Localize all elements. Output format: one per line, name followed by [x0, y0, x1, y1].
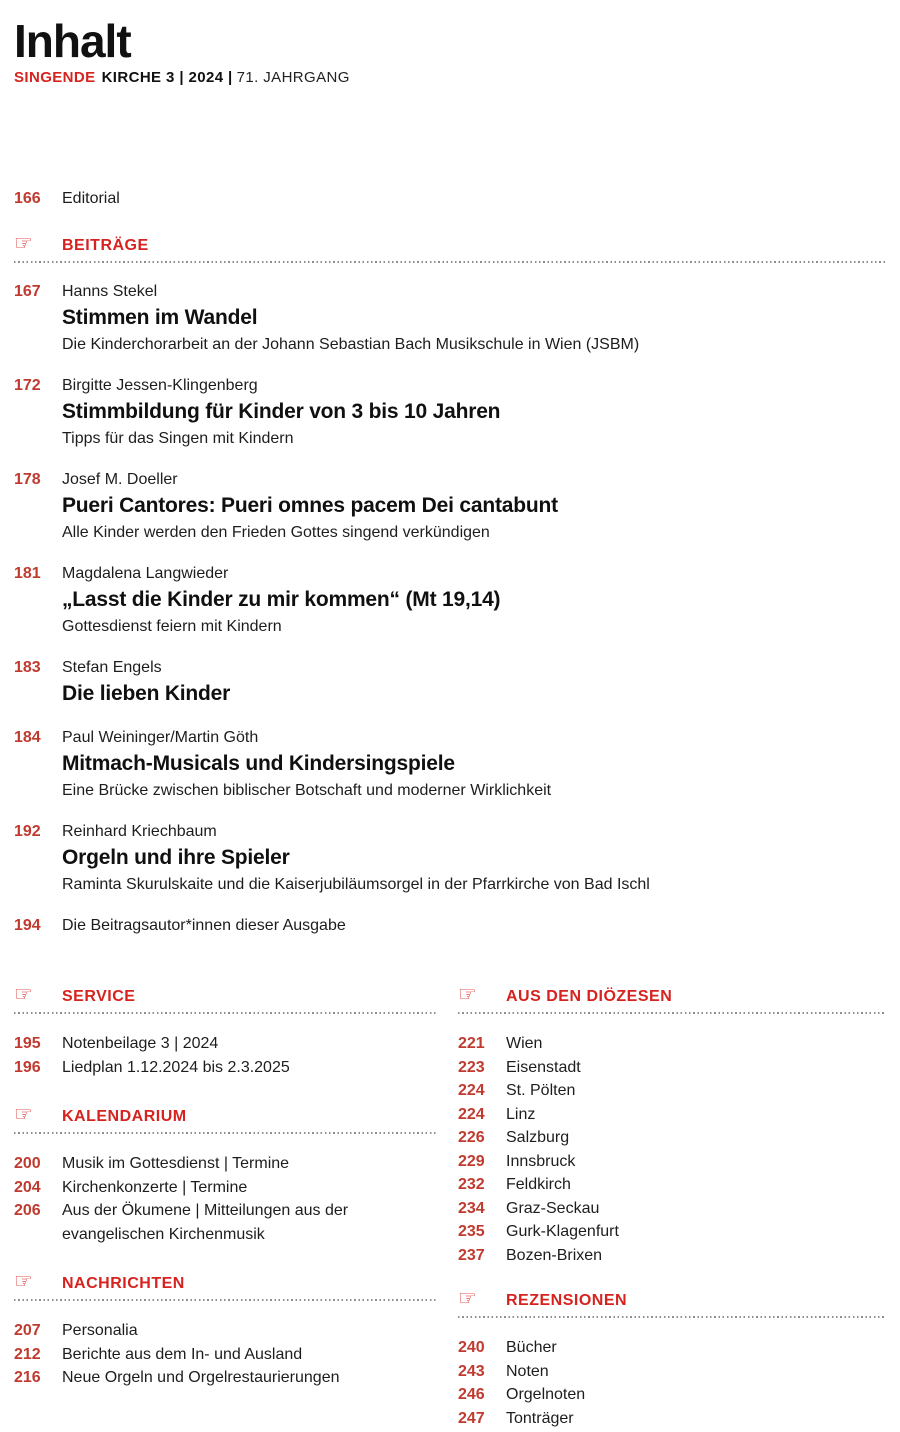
entry-title: Noten — [506, 1362, 549, 1380]
toc-entry — [14, 1319, 437, 1343]
page-number: 237 — [458, 1246, 485, 1264]
dotted-divider — [14, 1299, 437, 1301]
entry-title: Feldkirch — [506, 1176, 571, 1193]
magazine-volume: 71. JAHRGANG — [236, 69, 350, 86]
page-number: 229 — [458, 1152, 485, 1170]
article-author: Magdalena Langwieder — [62, 565, 229, 582]
entry-title: Tonträger — [506, 1409, 574, 1427]
section-heading: AUS DEN DIÖZESEN — [506, 988, 673, 1005]
manicule-icon: ☞ — [458, 982, 477, 1006]
article-subtitle: Alle Kinder werden den Frieden Gottes singend verkündigen — [62, 524, 490, 541]
page-number: 221 — [458, 1035, 485, 1052]
article-subtitle: Die Kinderchorarbeit an der Johann Sebastian Bach Musikschule in Wien (JSBM) — [62, 336, 640, 353]
page-number: 224 — [458, 1105, 485, 1123]
toc-article — [14, 281, 886, 357]
toc-entry — [458, 1244, 886, 1268]
toc-entry — [458, 1056, 886, 1080]
page-number: 183 — [14, 659, 41, 676]
rezensionen-items — [458, 1336, 886, 1430]
section-header-dioezesen — [458, 983, 886, 1008]
dotted-divider — [14, 261, 886, 263]
dioezesen-items — [458, 1032, 886, 1267]
toc-entry — [458, 1032, 886, 1056]
toc-article — [14, 821, 886, 897]
section-header-kalendarium — [14, 1103, 437, 1128]
article-title: Mitmach-Musicals und Kindersingspiele — [62, 752, 455, 775]
page-number: 166 — [14, 190, 41, 207]
entry-title: Bozen-Brixen — [506, 1246, 603, 1264]
article-body — [62, 727, 886, 803]
toc-article — [14, 727, 886, 803]
page-number: 195 — [14, 1035, 41, 1052]
page-number: 194 — [14, 917, 41, 934]
entry-title: Musik im Gottesdienst | Termine — [62, 1155, 290, 1172]
page-number: 207 — [14, 1322, 41, 1339]
entry-title: Kirchenkonzerte | Termine — [62, 1178, 248, 1196]
toc-entry — [14, 1199, 437, 1246]
entry-title: Berichte aus dem In- und Ausland — [62, 1345, 303, 1363]
article-body — [62, 281, 886, 357]
page-number: 247 — [458, 1409, 485, 1427]
entry-title: Wien — [506, 1035, 543, 1052]
toc-entry — [458, 1126, 886, 1150]
article-title: „Lasst die Kinder zu mir kommen“ (Mt 19,14) — [62, 588, 501, 611]
page-number: 243 — [458, 1362, 485, 1380]
article-title: Stimmen im Wandel — [62, 306, 258, 329]
entry-title: St. Pölten — [506, 1082, 576, 1099]
dotted-divider — [14, 1012, 437, 1014]
entry-title: Personalia — [62, 1322, 138, 1339]
entry-title: Linz — [506, 1105, 536, 1123]
entry-title: Liedplan 1.12.2024 bis 2.3.2025 — [62, 1058, 290, 1076]
entry-title: Gurk-Klagenfurt — [506, 1223, 619, 1240]
column-gap — [437, 983, 458, 1430]
page-number: 196 — [14, 1058, 41, 1076]
toc-article — [14, 657, 886, 709]
entry-title: Bücher — [506, 1339, 557, 1356]
magazine-brand: SINGENDE — [14, 69, 96, 86]
page-number: 206 — [14, 1202, 41, 1219]
article-body — [62, 657, 886, 709]
article-author: Paul Weininger/Martin Göth — [62, 729, 259, 746]
manicule-icon: ☞ — [14, 982, 33, 1006]
entry-title: Neue Orgeln und Orgelrestaurierungen — [62, 1369, 340, 1386]
nachrichten-items — [14, 1319, 437, 1390]
page-number: 232 — [458, 1176, 485, 1193]
section-heading: BEITRÄGE — [62, 237, 149, 254]
toc-entry — [458, 1336, 886, 1360]
dotted-divider — [458, 1316, 886, 1318]
toc-article — [14, 563, 886, 639]
dotted-divider — [458, 1012, 886, 1014]
entry-title: Editorial — [62, 190, 120, 207]
manicule-icon: ☞ — [14, 1102, 33, 1126]
article-author: Josef M. Doeller — [62, 471, 178, 488]
magazine-subtitle — [14, 68, 886, 88]
article-body — [62, 563, 886, 639]
page-number: 226 — [458, 1129, 485, 1146]
magazine-issue: KIRCHE 3 | 2024 | — [101, 69, 233, 86]
article-title: Orgeln und ihre Spieler — [62, 846, 290, 869]
section-heading: SERVICE — [62, 988, 136, 1005]
entry-title: Die Beitragsautor*innen dieser Ausgabe — [62, 917, 346, 934]
toc-entry — [14, 1343, 437, 1367]
article-body — [62, 375, 886, 451]
entry-title: Eisenstadt — [506, 1058, 581, 1076]
dotted-divider — [14, 1132, 437, 1134]
manicule-icon: ☞ — [458, 1286, 477, 1310]
toc-entry-autorinnen — [14, 915, 886, 937]
section-header-service — [14, 983, 437, 1008]
page-number: 184 — [14, 729, 41, 746]
toc-entry — [458, 1197, 886, 1221]
page-number: 235 — [458, 1223, 485, 1240]
bottom-columns — [14, 983, 886, 1430]
article-author: Hanns Stekel — [62, 283, 158, 300]
article-author: Reinhard Kriechbaum — [62, 823, 217, 840]
page-number: 204 — [14, 1178, 41, 1196]
section-header-nachrichten — [14, 1270, 437, 1295]
left-column — [14, 983, 437, 1430]
section-heading: NACHRICHTEN — [62, 1275, 185, 1292]
page-number: 234 — [458, 1199, 485, 1217]
page-number: 181 — [14, 565, 41, 582]
toc-entry — [14, 1056, 437, 1080]
page-number: 178 — [14, 471, 41, 488]
page-number: 224 — [458, 1082, 485, 1099]
section-heading: KALENDARIUM — [62, 1108, 187, 1125]
entry-title: Aus der Ökumene | Mitteilungen aus der evangelischen Kirchenmusik — [62, 1202, 349, 1243]
page-number: 200 — [14, 1155, 41, 1172]
toc-entry — [14, 1032, 437, 1056]
entry-title: Notenbeilage 3 | 2024 — [62, 1035, 219, 1052]
page-number: 172 — [14, 377, 41, 394]
page-number: 223 — [458, 1058, 485, 1076]
toc-entry — [458, 1220, 886, 1244]
article-body — [62, 821, 886, 897]
article-body — [62, 469, 886, 545]
page-number: 167 — [14, 283, 41, 300]
toc-article — [14, 469, 886, 545]
toc-article — [14, 375, 886, 451]
article-subtitle: Raminta Skurulskaite und die Kaiserjubiläumsorgel in der Pfarrkirche von Bad Ischl — [62, 876, 650, 893]
articles-list — [14, 281, 886, 897]
entry-title: Orgelnoten — [506, 1386, 586, 1403]
article-subtitle: Gottesdienst feiern mit Kindern — [62, 618, 282, 635]
article-title: Die lieben Kinder — [62, 682, 231, 705]
page-title: Inhalt — [14, 15, 131, 67]
toc-entry — [458, 1407, 886, 1431]
manicule-icon: ☞ — [14, 1269, 33, 1293]
page-number: 246 — [458, 1386, 485, 1403]
toc-entry — [458, 1173, 886, 1197]
toc-entry — [14, 1176, 437, 1200]
article-author: Birgitte Jessen-Klingenberg — [62, 377, 258, 394]
page-number: 192 — [14, 823, 41, 840]
section-header-rezensionen — [458, 1287, 886, 1312]
toc-entry — [458, 1360, 886, 1384]
toc-entry — [14, 1152, 437, 1176]
toc-entry — [458, 1383, 886, 1407]
section-header-beitraege — [14, 232, 886, 257]
kalendarium-items — [14, 1152, 437, 1246]
toc-entry — [458, 1150, 886, 1174]
service-items — [14, 1032, 437, 1079]
entry-title: Graz-Seckau — [506, 1199, 600, 1217]
manicule-icon: ☞ — [14, 231, 33, 255]
page-number: 216 — [14, 1369, 41, 1386]
article-title: Pueri Cantores: Pueri omnes pacem Dei cantabunt — [62, 494, 558, 517]
article-author: Stefan Engels — [62, 659, 162, 676]
article-subtitle: Tipps für das Singen mit Kindern — [62, 430, 294, 447]
page-number: 240 — [458, 1339, 485, 1356]
toc-entry — [14, 1366, 437, 1390]
section-heading: REZENSIONEN — [506, 1292, 628, 1309]
right-column — [458, 983, 886, 1430]
toc-entry — [458, 1079, 886, 1103]
toc-entry-editorial — [14, 188, 886, 210]
page-number: 212 — [14, 1345, 41, 1363]
article-subtitle: Eine Brücke zwischen biblischer Botschaft und moderner Wirklichkeit — [62, 782, 552, 799]
entry-title: Salzburg — [506, 1129, 570, 1146]
toc-entry — [458, 1103, 886, 1127]
article-title: Stimmbildung für Kinder von 3 bis 10 Jahren — [62, 400, 501, 423]
entry-title: Innsbruck — [506, 1152, 576, 1170]
